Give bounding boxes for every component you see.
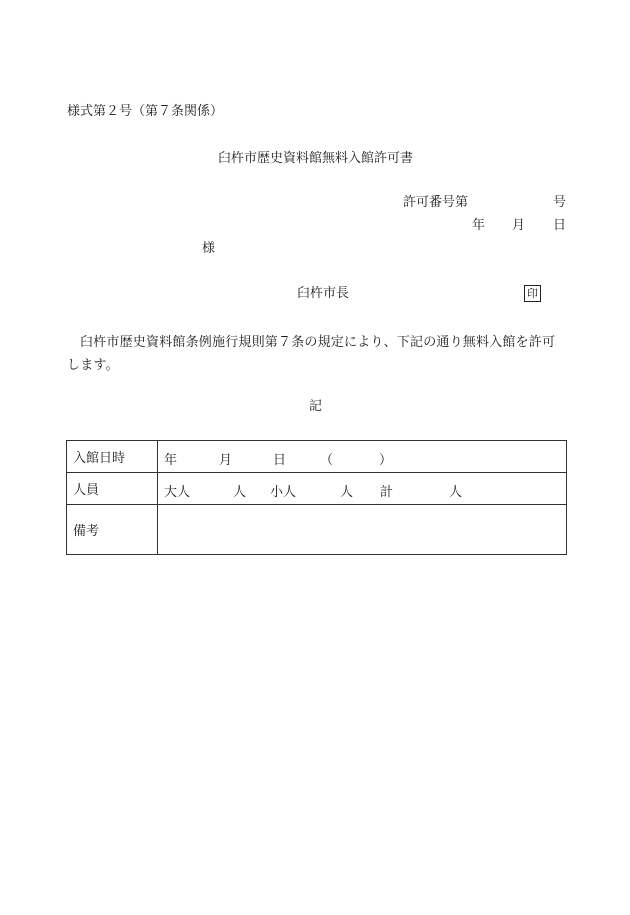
weekday-paren-close: ） — [379, 452, 393, 468]
form-number: 様式第２号（第７条関係） — [67, 104, 224, 119]
record-heading: 記 — [309, 399, 323, 414]
remarks-label: 備考 — [67, 505, 158, 555]
people-cell — [158, 473, 567, 505]
visit-year-label: 年 — [164, 452, 178, 468]
permit-number-label: 許可番号第 — [403, 195, 469, 210]
total-label: 計 — [380, 484, 394, 500]
date-day-label: 日 — [553, 218, 567, 233]
adult-unit: 人 — [233, 484, 247, 500]
table-row-remarks — [67, 505, 567, 555]
table-row-people — [67, 473, 567, 505]
visit-datetime-label: 入館日時 — [67, 441, 158, 473]
seal-mark: 印 — [524, 285, 541, 302]
body-paragraph: 臼杵市歴史資料館条例施行規則第７条の規定により、下記の通り無料入館を許可します。 — [67, 335, 556, 373]
table-row-visit-datetime — [67, 441, 567, 473]
visit-month-label: 月 — [219, 452, 233, 468]
addressee-honorific: 様 — [202, 241, 216, 256]
date-year-label: 年 — [472, 218, 486, 233]
adult-label: 大人 — [164, 484, 191, 500]
remarks-cell — [158, 505, 567, 555]
child-label: 小人 — [270, 484, 297, 500]
document-title: 臼杵市歴史資料館無料入館許可書 — [218, 151, 414, 166]
details-table — [66, 440, 567, 555]
weekday-paren-open: （ — [320, 452, 334, 468]
date-month-label: 月 — [512, 218, 526, 233]
permit-number-suffix: 号 — [553, 195, 567, 210]
visit-day-label: 日 — [273, 452, 287, 468]
total-unit: 人 — [449, 484, 463, 500]
child-unit: 人 — [340, 484, 354, 500]
issuer-name: 臼杵市長 — [297, 286, 350, 301]
people-label: 人員 — [67, 473, 158, 505]
visit-datetime-cell — [158, 441, 567, 473]
